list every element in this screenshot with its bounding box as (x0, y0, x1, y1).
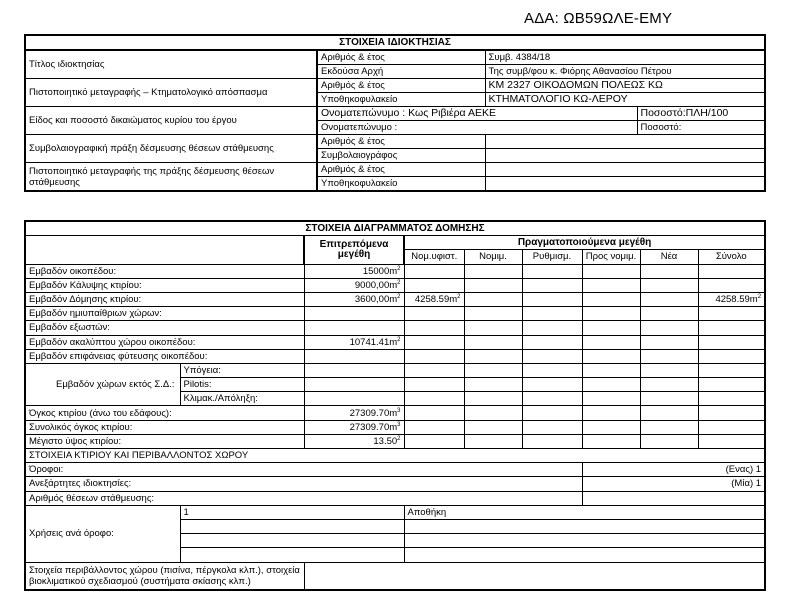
table-row (25, 264, 765, 278)
row-label: Εμβαδόν οικοπέδου: (25, 264, 304, 278)
row-label: Εμβαδόν Κάλυψης κτιρίου: (25, 278, 304, 292)
col-pros-nomim: Προς νομιμ. (582, 250, 640, 264)
row-label: Εμβαδόν εξωστών: (25, 321, 304, 335)
floors-value: (Ενας) 1 (582, 463, 765, 477)
table-row (25, 292, 765, 306)
table-row (25, 278, 765, 292)
row-label: Συνολικός όγκος κτιρίου: (25, 420, 304, 434)
table-row (25, 477, 765, 491)
env-label: Στοιχεία περιβάλλοντος χώρου (πισίνα, πέργκολα κλπ.), στοιχεία βιοκλιματικού σχεδιασμού (συστήματα σκίασης κλπ.) (25, 562, 304, 590)
nom-value: $4258.59m^2$ (404, 292, 464, 306)
owner-share-empty: Ποσοστό: (637, 121, 765, 135)
parking-cert-label: Πιστοποιητικό μεταγραφής της πράξης δέσμευσης θέσεων στάθμευσης (25, 163, 317, 192)
owner-name-empty: Ονοματεπώνυμο : (317, 121, 637, 135)
table-row (25, 434, 765, 448)
allowed-value: $3600,00m^2$ (304, 292, 404, 306)
row-label: Εμβαδόν Δόμησης κτιρίου: (25, 292, 304, 306)
table-row (25, 363, 765, 377)
ypoth-value: ΚΤΗΜΑΤΟΛΟΓΙΟ ΚΩ-ΛΕΡΟΥ (485, 93, 765, 107)
sub-label: Κλιμακ./Απόληξη: (180, 392, 304, 406)
sub-label: Υπόγεια: (180, 363, 304, 377)
row-label: Εμβαδόν χώρων εκτός Σ.Δ.: (25, 363, 180, 406)
table-row (25, 335, 765, 349)
col-nomim: Νομιμ. (464, 250, 522, 264)
allowed-value: $27309.70m^3$ (304, 420, 404, 434)
rights-label: Είδος και ποσοστό δικαιώματος κυρίου του έργου (25, 107, 317, 135)
row-label: Εμβαδόν επιφάνειας φύτευσης οικοπέδου: (25, 349, 304, 363)
independent-label: Ανεξάρτητες ιδιοκτησίες: (25, 477, 582, 491)
diagram-header: ΣΤΟΙΧΕΙΑ ΔΙΑΓΡΑΜΜΑΤΟΣ ΔΟΜΗΣΗΣ (25, 221, 765, 236)
col-total: Σύνολο (698, 250, 765, 264)
table-row (25, 321, 765, 335)
table-row (25, 420, 765, 434)
symvolaiografos-label: Συμβολαιογράφος (317, 149, 485, 163)
diagram-table (24, 220, 766, 591)
ypothikofylakeio-label: Υποθηκοφυλακείο (317, 177, 485, 192)
allowed-value: $9000,00m^2$ (304, 278, 404, 292)
cert-label: Πιστοποιητικό μεταγραφής – Κτηματολογικό απόσπασμα (25, 79, 317, 107)
row-label: Μέγιστο ύψος κτιρίου: (25, 434, 304, 448)
allowed-header: Επιτρεπόμενα μεγέθη (304, 236, 404, 264)
actual-header: Πραγματοποιούμενα μεγέθη (404, 236, 765, 250)
arithmos-etos-label: Αριθμός & έτος (317, 135, 485, 149)
arithmos-etos-label: Αριθμός & έτος (317, 163, 485, 177)
col-rythm: Ρυθμισμ. (522, 250, 582, 264)
cert-value: ΚΜ 2327 ΟΙΚΟΔΟΜΩΝ ΠΟΛΕΩΣ ΚΩ (485, 79, 765, 93)
table-row (25, 505, 765, 519)
uses-floor: 1 (180, 505, 404, 519)
parking-label: Αριθμός θέσεων στάθμευσης: (25, 491, 582, 505)
allowed-value: 13.50$^2$ (304, 434, 404, 448)
allowed-value: $15000m^2$ (304, 264, 404, 278)
table-row (25, 562, 765, 590)
table-row (25, 307, 765, 321)
col-nea: Νέα (640, 250, 698, 264)
ekdousa-value: Της συμβ/φου κ. Φιόρης Αθανασίου Πέτρου (485, 65, 765, 79)
allowed-value: $27309.70m^3$ (304, 406, 404, 420)
row-label: Όγκος κτιρίου (άνω του εδάφους): (25, 406, 304, 420)
title-value: Συμβ. 4384/18 (485, 50, 765, 65)
table-row (25, 463, 765, 477)
sub-label: Pilotis: (180, 378, 304, 392)
ownership-table (24, 34, 766, 192)
allowed-value: $10741.41m^2$ (304, 335, 404, 349)
independent-value: (Μία) 1 (582, 477, 765, 491)
ypothikofylakeio-label: Υποθηκοφυλακείο (317, 93, 485, 107)
total-value: $4258.59m^2$ (698, 292, 765, 306)
env-header: ΣΤΟΙΧΕΙΑ ΚΤΙΡΙΟΥ ΚΑΙ ΠΕΡΙΒΑΛΛΟΝΤΟΣ ΧΩΡΟΥ (25, 449, 765, 463)
table-row (25, 406, 765, 420)
parking-act-label: Συμβολαιογραφική πράξη δέσμευσης θέσεων στάθμευσης (25, 135, 317, 163)
title-label: Τίτλος ιδιοκτησίας (25, 50, 317, 79)
floors-label: Όροφοι: (25, 463, 582, 477)
owner-share-filled: Ποσοστό:ΠΛΗ/100 (637, 107, 765, 121)
row-label: Εμβαδόν ημιυπαίθριων χώρων: (25, 307, 304, 321)
arithmos-etos-label: Αριθμός & έτος (317, 79, 485, 93)
col-nom-yfist: Νομ.υφιστ. (404, 250, 464, 264)
ada-code: ΑΔΑ: ΩΒ59ΩΛΕ-ΕΜΥ (524, 10, 673, 27)
uses-label: Χρήσεις ανά όροφο: (25, 505, 180, 562)
table-row (25, 349, 765, 363)
owner-name-filled: Ονοματεπώνυμο : Κως Ριβιέρα ΑΕΚΕ (317, 107, 637, 121)
table-row (25, 491, 765, 505)
uses-value: Αποθήκη (404, 505, 765, 519)
row-label: Εμβαδόν ακαλύπτου χώρου οικοπέδου: (25, 335, 304, 349)
ekdousa-label: Εκδούσα Αρχή (317, 65, 485, 79)
arithmos-etos-label: Αριθμός & έτος (317, 50, 485, 65)
ownership-header: ΣΤΟΙΧΕΙΑ ΙΔΙΟΚΤΗΣΙΑΣ (25, 35, 765, 50)
